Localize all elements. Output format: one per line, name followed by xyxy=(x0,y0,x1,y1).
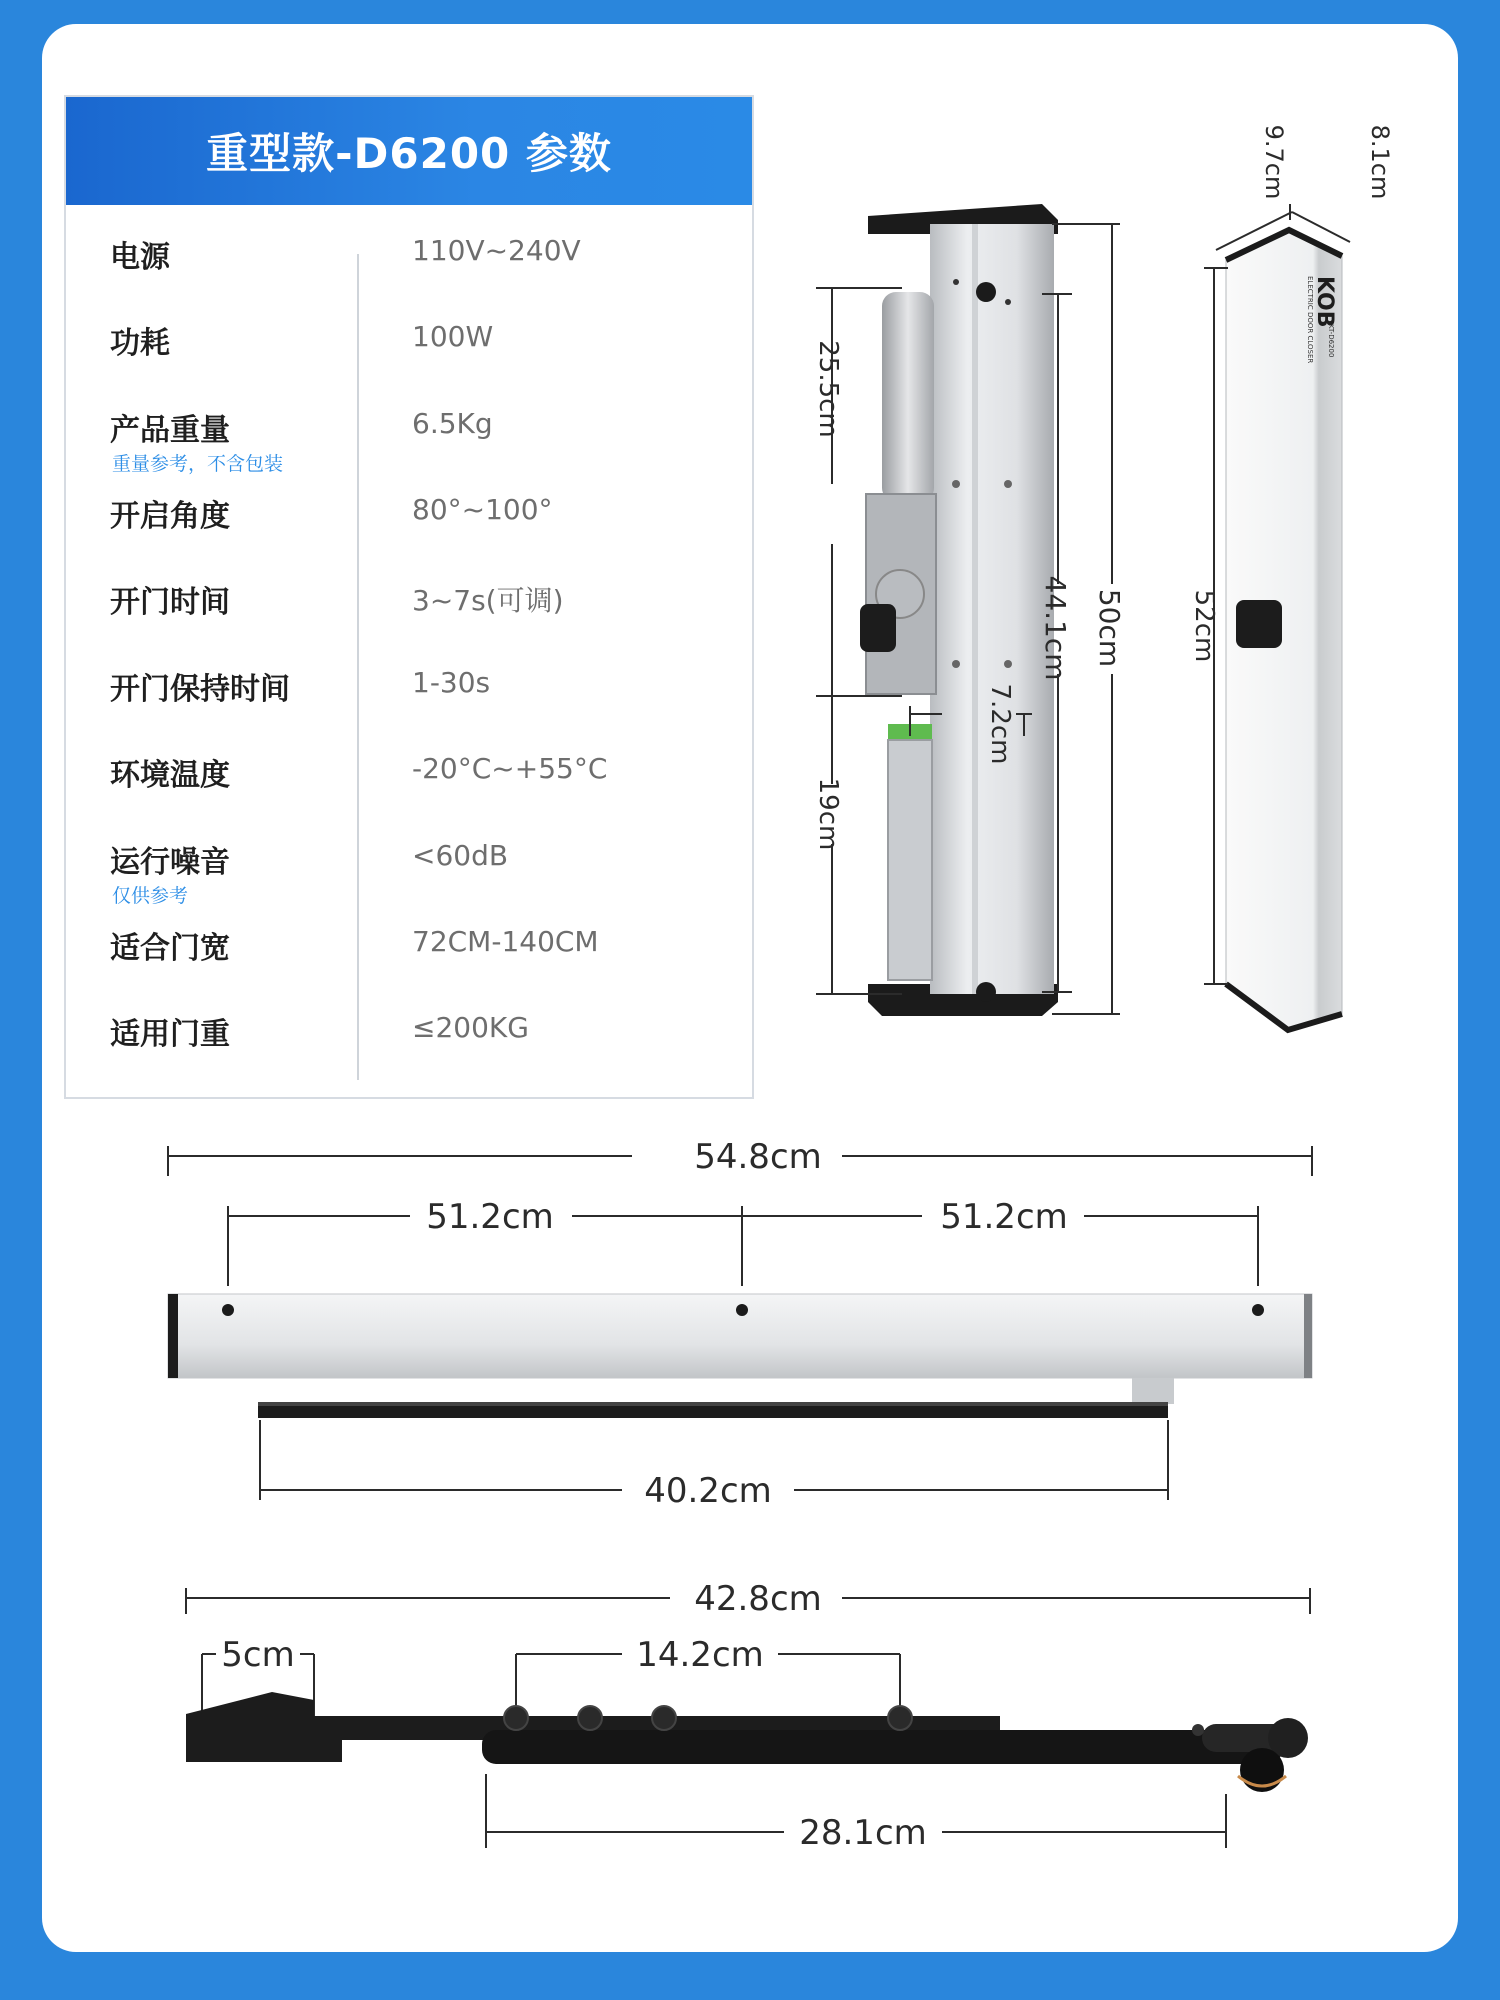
spec-label: 适用门重 xyxy=(110,1017,230,1052)
spec-value: 72CM-140CM xyxy=(412,925,599,958)
spec-label: 电源 xyxy=(110,240,170,275)
spec-value: 100W xyxy=(412,320,494,353)
dim-54-8: 54.8cm xyxy=(694,1137,822,1177)
spec-title: 重型款-D6200 参数 xyxy=(66,97,752,205)
spindle xyxy=(860,604,896,652)
spec-value: 6.5Kg xyxy=(412,407,493,440)
motor xyxy=(882,292,934,502)
spec-label: 开门保持时间 xyxy=(110,672,290,707)
spec-value: 110V~240V xyxy=(412,234,581,267)
spec-note: 重量参考，不含包装 xyxy=(112,453,284,475)
front-view xyxy=(813,204,1126,1016)
spindle-cap xyxy=(1236,600,1282,648)
arm-rail xyxy=(258,1404,1168,1418)
control-box xyxy=(888,740,932,980)
spec-label: 运行噪音 xyxy=(110,845,230,880)
spec-value: <60dB xyxy=(412,839,509,872)
dim-25-5: 25.5cm xyxy=(813,340,843,438)
spec-value: 80°~100° xyxy=(412,493,553,526)
spec-label: 产品重量 xyxy=(110,413,230,448)
dim-9-7: 9.7cm xyxy=(1260,124,1288,200)
dim-44-1: 44.1cm xyxy=(1039,575,1072,681)
model-label: KT-D6200 xyxy=(1327,324,1335,358)
spec-label: 功耗 xyxy=(110,326,170,361)
dim-28-1: 28.1cm xyxy=(799,1813,927,1853)
dim-8-1: 8.1cm xyxy=(1366,124,1394,200)
spec-label: 环境温度 xyxy=(110,758,230,793)
spec-value: 1-30s xyxy=(412,666,491,699)
brand-subtitle: ELECTRIC DOOR CLOSER xyxy=(1306,276,1314,364)
spec-label: 开门时间 xyxy=(110,585,230,620)
product-card xyxy=(42,24,1458,1952)
lower-arm xyxy=(482,1730,1282,1764)
dim-40-2: 40.2cm xyxy=(644,1471,772,1511)
dim-51-2-left: 51.2cm xyxy=(426,1197,554,1237)
dim-51-2-right: 51.2cm xyxy=(940,1197,1068,1237)
dim-7-2: 7.2cm xyxy=(985,683,1015,765)
dim-14-2: 14.2cm xyxy=(636,1635,764,1675)
side-view xyxy=(1189,125,1394,1030)
dim-52: 52cm xyxy=(1189,589,1219,663)
bar-view xyxy=(168,1137,1312,1511)
spec-value: -20°C~+55°C xyxy=(412,752,608,785)
product-drawings xyxy=(42,24,1458,1952)
spec-label: 适合门宽 xyxy=(110,931,230,966)
dim-50: 50cm xyxy=(1093,588,1126,668)
spec-value: 3~7s(可调) xyxy=(412,584,564,617)
brand-logo: KOB xyxy=(1312,276,1337,328)
spec-label: 开启角度 xyxy=(110,499,230,534)
arm-view xyxy=(186,1579,1310,1853)
spec-note: 仅供参考 xyxy=(112,885,189,907)
dim-42-8: 42.8cm xyxy=(694,1579,822,1619)
dim-5: 5cm xyxy=(221,1635,295,1675)
spec-value: ≤200KG xyxy=(412,1011,529,1044)
main-rail xyxy=(930,224,1054,994)
dim-19: 19cm xyxy=(813,777,843,851)
